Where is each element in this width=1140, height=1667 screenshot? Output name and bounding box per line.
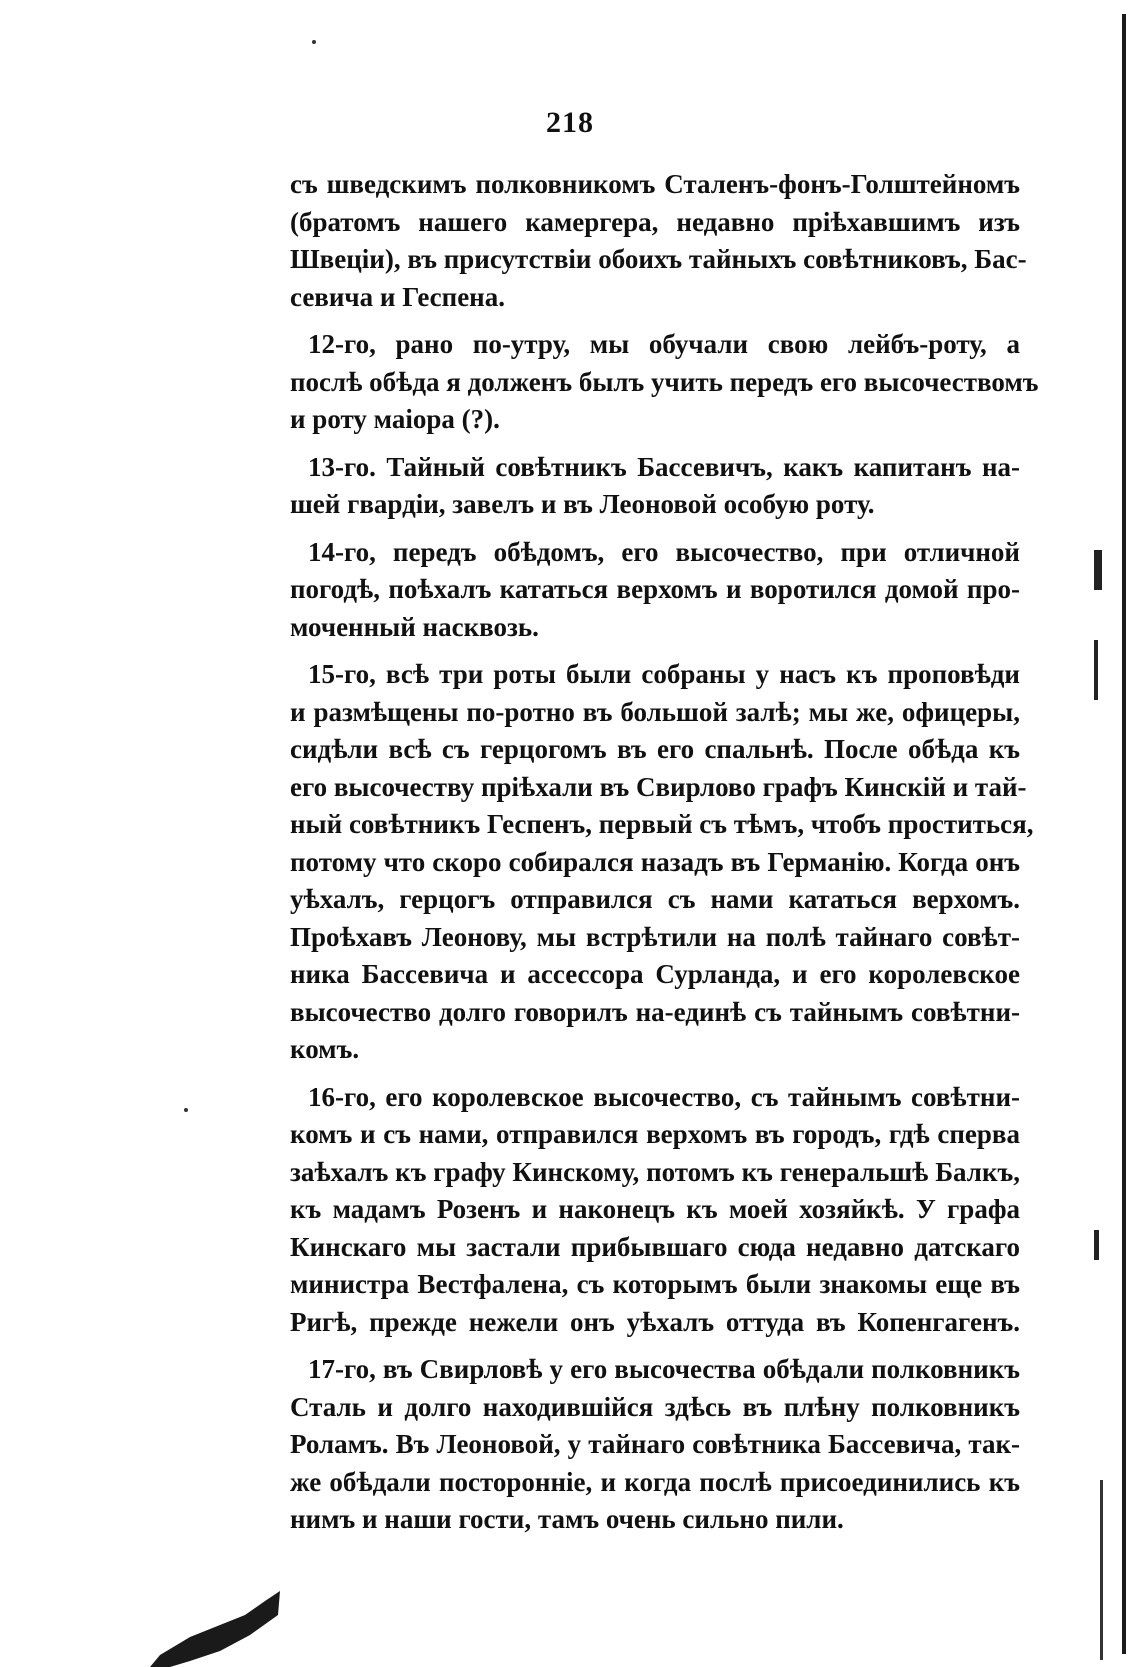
text-line: комъ. xyxy=(290,1034,360,1064)
text-line: Сталь и долго находившійся здѣсь въ плѣну полковникъ xyxy=(290,1391,1020,1422)
text-line: 17-го, въ Свирловѣ у его высочества обѣдали полковникъ xyxy=(308,1354,1020,1384)
scan-corner-blot xyxy=(150,1585,280,1667)
scan-edge-mark xyxy=(1094,640,1098,700)
text-line: его высочеству пріѣхали въ Свирлово графъ Кинскій и тай- xyxy=(290,771,1027,802)
scan-speck xyxy=(184,1108,188,1112)
text-line: погодѣ, поѣхалъ кататься верхомъ и воротился домой про- xyxy=(290,574,1020,604)
scan-edge-mark xyxy=(1094,550,1102,590)
text-line: Ригѣ, прежде нежели онъ уѣхалъ оттуда въ Копенгагенъ. xyxy=(290,1306,1020,1337)
text-line: ника Бассевича и ассессора Сурланда, и его королевское xyxy=(290,959,1020,989)
paragraph-1 xyxy=(272,166,1027,316)
text-line: нимъ и наши гости, тамъ очень сильно пили. xyxy=(290,1504,844,1534)
scan-edge-line xyxy=(1122,14,1126,1654)
paragraph-7 xyxy=(272,1351,1020,1539)
paragraph-6 xyxy=(272,1079,1020,1342)
text-line: съ шведскимъ полковникомъ Сталенъ-фонъ-Голштейномъ xyxy=(290,169,1020,199)
text-line: 15-го, всѣ три роты были собраны у насъ къ проповѣди xyxy=(308,659,1020,689)
text-line: Роламъ. Въ Леоновой, у тайнаго совѣтника Бассевича, так- xyxy=(290,1429,1020,1459)
text-line: (братомъ нашего камергера, недавно пріѣхавшимъ изъ xyxy=(290,206,1020,237)
text-line: и роту маіора (?). xyxy=(290,404,500,434)
text-line: послѣ обѣда я долженъ былъ учить передъ его высочествомъ xyxy=(290,366,1039,397)
text-line: 13-го. Тайный совѣтникъ Бассевичъ, какъ капитанъ на- xyxy=(308,451,1020,482)
scan-speck xyxy=(312,40,316,44)
paragraph-2 xyxy=(272,326,1039,439)
text-line: Швеціи), въ присутствіи обоихъ тайныхъ совѣтниковъ, Бас- xyxy=(290,244,1027,274)
paragraph-4 xyxy=(272,534,1020,647)
text-line: заѣхалъ къ графу Кинскому, потомъ къ генеральшѣ Балкъ, xyxy=(290,1156,1020,1187)
text-line: сидѣли всѣ съ герцогомъ въ его спальнѣ. После обѣда къ xyxy=(290,734,1020,764)
text-line: Кинскаго мы застали прибывшаго сюда недавно датскаго xyxy=(290,1231,1020,1262)
paragraph-3 xyxy=(272,449,1020,524)
text-line: же обѣдали посторонніе, и когда послѣ присоединились къ xyxy=(290,1466,1020,1497)
text-line: ный совѣтникъ Геспенъ, первый съ тѣмъ, чтобъ проститься, xyxy=(290,809,1034,839)
text-line: потому что скоро собирался назадъ въ Германію. Когда онъ xyxy=(290,846,1020,877)
text-line: уѣхалъ, герцогъ отправился съ нами кататься верхомъ. xyxy=(290,884,1020,914)
text-line: и размѣщены по-ротно въ большой залѣ; мы же, офицеры, xyxy=(290,696,1020,727)
text-line: комъ и съ нами, отправился верхомъ въ городъ, гдѣ сперва xyxy=(290,1119,1020,1149)
text-line: севича и Геспена. xyxy=(290,281,505,312)
text-line: 12-го, рано по-утру, мы обучали свою лейбъ-роту, а xyxy=(308,329,1020,359)
text-line: шей гвардіи, завелъ и въ Леоновой особую роту. xyxy=(290,489,875,519)
scan-edge-line xyxy=(1100,1480,1103,1660)
scan-edge-mark xyxy=(1094,1230,1099,1260)
text-line: 16-го, его королевское высочество, съ тайнымъ совѣтни- xyxy=(308,1081,1020,1112)
body-text xyxy=(272,166,1039,1549)
text-line: моченный насквозь. xyxy=(290,611,539,642)
paragraph-5 xyxy=(272,656,1034,1069)
page-number: 218 xyxy=(546,106,594,139)
text-line: 14-го, передъ обѣдомъ, его высочество, при отличной xyxy=(308,536,1020,567)
text-line: Проѣхавъ Леонову, мы встрѣтили на полѣ тайнаго совѣт- xyxy=(290,921,1020,952)
text-line: министра Вестфалена, съ которымъ были знакомы еще въ xyxy=(290,1269,1020,1299)
text-line: высочество долго говорилъ на-единѣ съ тайнымъ совѣтни- xyxy=(290,996,1020,1027)
text-line: къ мадамъ Розенъ и наконецъ къ моей хозяйкѣ. У графа xyxy=(290,1194,1020,1224)
